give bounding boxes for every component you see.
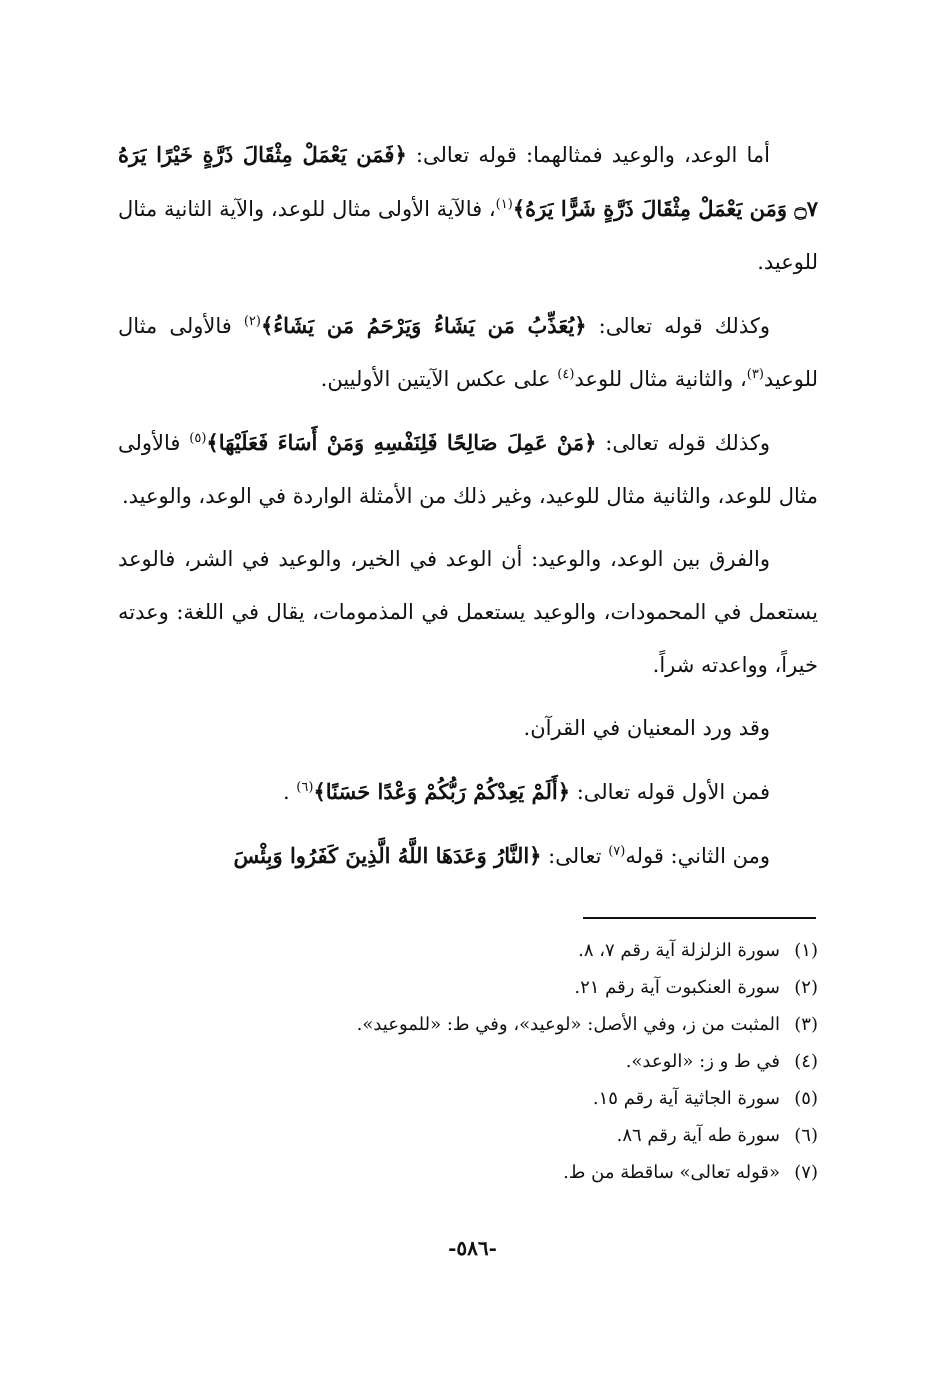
footnote-ref[interactable]: (٧) (608, 844, 626, 859)
footnote-item (200, 1117, 818, 1154)
paragraph-5 (118, 702, 818, 755)
footnote-item (200, 969, 818, 1006)
quran-verse: ﴿النَّارُ وَعَدَهَا اللَّهُ الَّذِينَ كَفَرُوا وَبِئْسَ (233, 843, 542, 868)
footnote-ref[interactable]: (٥) (189, 431, 207, 446)
footnote-number: (٦) (794, 1125, 818, 1146)
paragraph-2 (118, 299, 818, 406)
text-run: تعالى: (541, 844, 609, 868)
footnote-number: (٧) (794, 1162, 818, 1183)
page-number: -٥٨٦- (448, 1236, 497, 1260)
footnote-ref[interactable]: (٦) (296, 780, 314, 795)
paragraph-3 (118, 416, 818, 523)
text-run: على عكس الآيتين الأوليين. (320, 367, 558, 391)
quran-verse: ﴿يُعَذِّبُ مَن يَشَاءُ وَيَرْحَمُ مَن يَشَاءُ﴾ (260, 313, 587, 338)
text-run: . (282, 780, 297, 804)
quran-verse: ﴿أَلَمْ يَعِدْكُمْ رَبُّكُمْ وَعْدًا حَسَنًا﴾ (313, 779, 571, 804)
footnote-item (200, 1006, 818, 1043)
text-run: وكذلك قوله تعالى: (586, 314, 770, 338)
text-run: أما الوعد، والوعيد فمثالهما: قوله تعالى: (406, 143, 770, 167)
footnote-item (200, 1080, 818, 1117)
paragraph-1 (118, 128, 818, 289)
footnote-text: المثبت من ز، وفي الأصل: «لوعيد»، وفي ط: «للموعيد». (356, 1014, 780, 1035)
footnote-ref[interactable]: (٤) (557, 367, 575, 382)
text-run: وكذلك قوله تعالى: (596, 431, 770, 455)
footnote-text: «قوله تعالى» ساقطة من ط. (563, 1162, 780, 1183)
footnote-text: سورة الزلزلة آية رقم ٧، ٨. (578, 940, 780, 961)
footnote-text: سورة طه آية رقم ٨٦. (616, 1125, 780, 1146)
footnote-ref[interactable]: (١) (495, 197, 513, 212)
footnote-item (200, 1154, 818, 1191)
footnote-text: في ط و ز: «الوعد». (625, 1051, 780, 1072)
paragraph-7 (118, 829, 818, 883)
footnote-ref[interactable]: (٣) (746, 367, 764, 382)
main-text (118, 128, 818, 893)
footnotes-list (200, 932, 818, 1191)
text-run: ومن الثاني: قوله (625, 844, 770, 868)
footnote-text: سورة الجاثية آية رقم ١٥. (592, 1088, 780, 1109)
text-run: فالأولى مثال للوعيد (118, 314, 818, 391)
text-run: فالأولى مثال للوعد، والثانية مثال للوعيد، وغير ذلك من الأمثلة الواردة في الوعد، والوعيد. (118, 431, 818, 508)
quran-verse: ﴿مَنْ عَمِلَ صَالِحًا فَلِنَفْسِهِ وَمَنْ أَسَاءَ فَعَلَيْهَا﴾ (206, 430, 597, 455)
text-run: ، فالآية الأولى مثال للوعد، والآية الثانية مثال للوعيد. (118, 197, 818, 274)
footnote-number: (٥) (794, 1088, 818, 1109)
footnote-number: (١) (794, 940, 818, 961)
footnote-item (200, 932, 818, 969)
footnote-ref[interactable]: (٢) (243, 314, 261, 329)
footnote-divider (583, 917, 816, 919)
paragraph-6 (118, 765, 818, 819)
text-run: ، والثانية مثال للوعد (574, 367, 747, 391)
text-run: وقد ورد المعنيان في القرآن. (523, 716, 770, 740)
paragraph-4 (118, 533, 818, 692)
footnote-item (200, 1043, 818, 1080)
text-run: والفرق بين الوعد، والوعيد: أن الوعد في الخير، والوعيد في الشر، فالوعد يستعمل في المحمودات، والوعيد يستعمل في المذمومات، يقال في اللغة: وعدته خيراً، وواعدته شراً. (118, 547, 818, 677)
text-run: فمن الأول قوله تعالى: (570, 780, 770, 804)
quran-verse: ﴿فَمَن يَعْمَلْ مِثْقَالَ ذَرَّةٍ خَيْرًا يَرَهُ ۝٧ وَمَن يَعْمَلْ مِثْقَالَ ذَرَّةٍ شَرًّا يَرَهُ﴾ (118, 142, 818, 221)
footnote-number: (٢) (794, 977, 818, 998)
footnote-number: (٤) (794, 1051, 818, 1072)
footnote-number: (٣) (794, 1014, 818, 1035)
footnote-text: سورة العنكبوت آية رقم ٢١. (574, 977, 780, 998)
